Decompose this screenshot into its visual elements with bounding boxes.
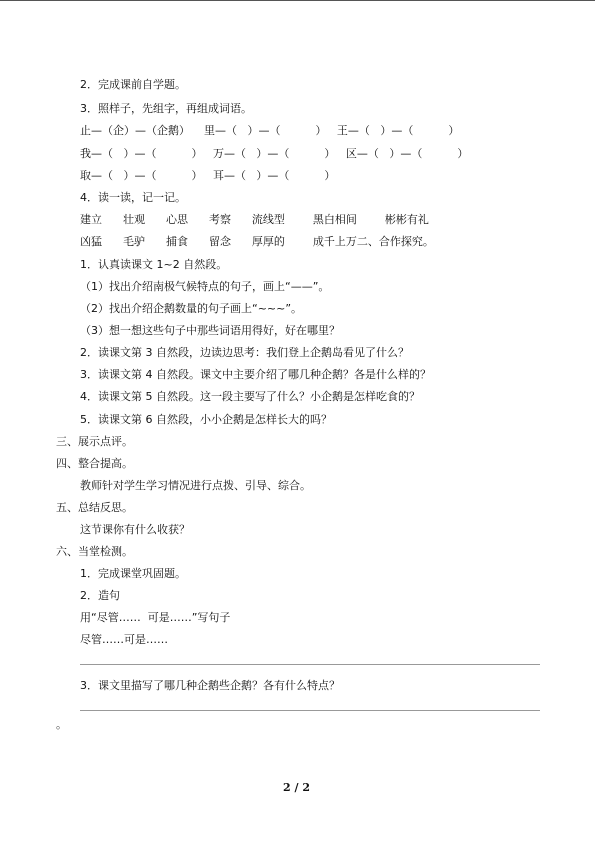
- test-item-3: 3．课文里描写了哪几种企鹅些企鹅？各有什么特点？: [80, 679, 340, 692]
- section-three-heading: 三、展示点评。: [56, 435, 133, 448]
- explore-sub-item-3: （3）想一想这些句子中那些词语用得好，好在哪里？: [80, 324, 340, 337]
- page-top-border: [0, 0, 595, 1]
- explore-item-1: 1．认真读课文 1~2 自然段。: [80, 258, 228, 271]
- word-building-row-3: 取—（ ）—（ ） 耳—（ ）—（ ）: [80, 169, 336, 182]
- word-building-row-1: 止—（企）—（企鹅） 里—（ ）—（ ） 王—（ ）—（ ）: [80, 124, 460, 137]
- explore-sub-item-2: （2）找出介绍企鹅数量的句子画上“~~~”。: [80, 302, 303, 315]
- section-four-body: 教师针对学生学习情况进行点拨、引导、综合。: [80, 479, 311, 492]
- answer-line-1: [80, 664, 540, 665]
- page-number: 2 / 2: [283, 781, 310, 794]
- section-six-heading: 六、当堂检测。: [56, 545, 133, 558]
- sentence-instruction: 用“尽管…… 可是……”写句子: [80, 611, 231, 624]
- test-item-1: 1．完成课堂巩固题。: [80, 567, 186, 580]
- explore-sub-item-1: （1）找出介绍南极气候特点的句子，画上“——”。: [80, 280, 330, 293]
- vocabulary-row-2: 凶猛 毛驴 捕食 留念 厚厚的 成千上万二、合作探究。: [80, 235, 434, 248]
- explore-item-3: 3．读课文第 4 自然段。课文中主要介绍了哪几种企鹅？各是什么样的？: [80, 368, 431, 381]
- word-building-row-2: 我—（ ）—（ ） 万—（ ）—（ ） 区—（ ）—（ ）: [80, 147, 469, 160]
- trailing-period: 。: [56, 718, 67, 731]
- section-five-body: 这节课你有什么收获？: [80, 523, 190, 536]
- explore-item-4: 4．读课文第 5 自然段。这一段主要写了什么？小企鹅是怎样吃食的？: [80, 390, 420, 403]
- section-five-heading: 五、总结反思。: [56, 501, 133, 514]
- test-item-2: 2．造句: [80, 589, 120, 602]
- item-4-read-remember: 4．读一读，记一记。: [80, 191, 186, 204]
- vocabulary-row-1: 建立 壮观 心思 考察 流线型 黑白相间 彬彬有礼: [80, 213, 429, 226]
- section-four-heading: 四、整合提高。: [56, 457, 133, 470]
- explore-item-2: 2．读课文第 3 自然段，边读边思考：我们登上企鹅岛看见了什么？: [80, 346, 409, 359]
- sentence-pattern: 尽管……可是……: [80, 633, 168, 646]
- answer-line-2: [80, 710, 540, 711]
- explore-item-5: 5．读课文第 6 自然段，小小企鹅是怎样长大的吗？: [80, 413, 332, 426]
- item-2-preview-task: 2．完成课前自学题。: [80, 78, 186, 91]
- item-3-word-building: 3．照样子，先组字，再组成词语。: [80, 102, 252, 115]
